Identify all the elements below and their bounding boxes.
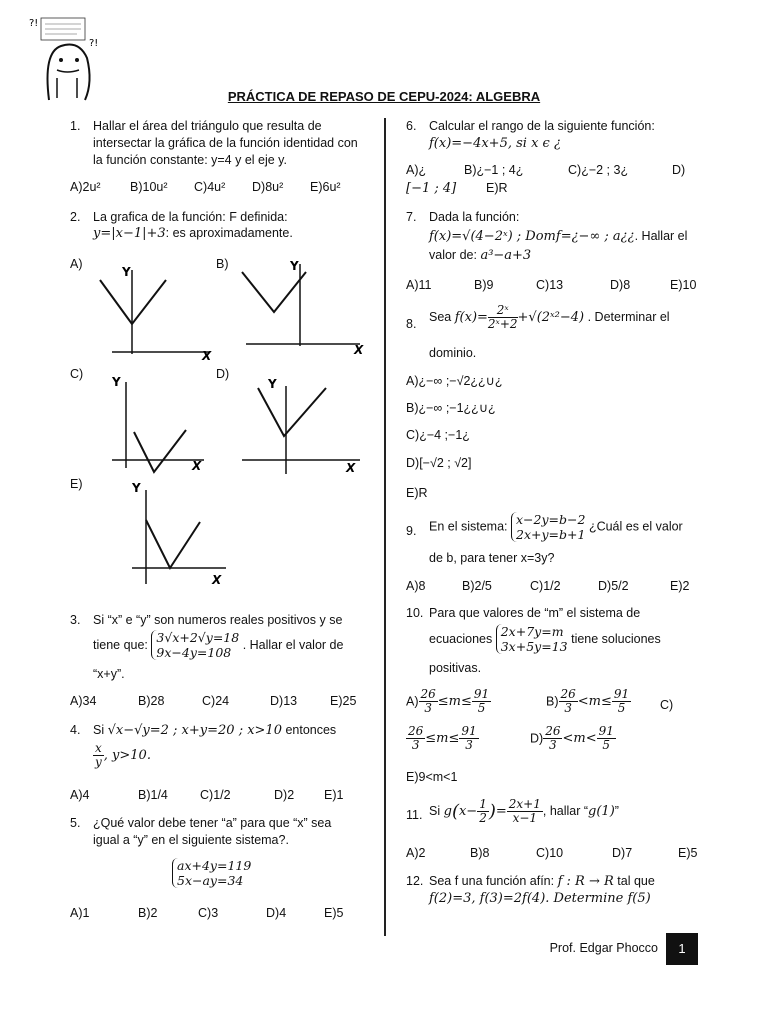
svg-text:X: X — [192, 459, 202, 473]
q2-formula-line — [93, 226, 293, 241]
q12-formula: f(2)=3, f(3)=2f(4). Determine f(5) — [429, 891, 651, 906]
numerator: 26 — [408, 724, 424, 738]
equation-system — [511, 512, 585, 542]
question-text: Sea f una función afín: — [429, 874, 555, 888]
question-text: Si — [429, 804, 441, 818]
option-b: B)2/5 — [462, 579, 492, 593]
option-d: D)13 — [270, 694, 298, 708]
fraction — [559, 688, 578, 715]
option-e: E)25 — [330, 694, 357, 708]
question-line — [429, 873, 655, 890]
inequality: ≤m≤ — [437, 694, 472, 709]
paren: ) — [488, 801, 496, 822]
graph-c — [108, 372, 218, 474]
option-e: E)1 — [324, 788, 344, 802]
inequality: <m≤ — [577, 694, 612, 709]
graph-d — [238, 372, 368, 478]
option-d-value: [−1 ; 4] — [406, 181, 457, 196]
q8-option-d: D)[−√2 ; √2] — [406, 456, 472, 470]
denominator: 2 — [479, 811, 487, 825]
equation-2: 9x−4y=108 — [156, 645, 232, 660]
option-label: B) — [546, 694, 559, 709]
graph-label-c: C) — [70, 367, 84, 381]
option-b: B)¿−1 ; 4¿ — [464, 163, 524, 177]
graph-label-b: B) — [216, 257, 229, 271]
page-title: PRÁCTICA DE REPASO DE CEPU-2024: ALGEBRA — [227, 89, 541, 104]
question-line — [429, 512, 683, 542]
column-divider — [384, 118, 386, 936]
question-line — [429, 304, 670, 331]
option-b: B)1/4 — [138, 788, 168, 802]
inequality: ≤m≤ — [425, 731, 460, 746]
question-number: 2. — [70, 210, 81, 224]
option-c: C)10 — [536, 846, 564, 860]
numerator: 91 — [598, 724, 614, 738]
question-text: La grafica de la función: F definida: — [93, 210, 288, 224]
option-d: D)5/2 — [598, 579, 629, 593]
question-text: Calcular el rango de la siguiente función: — [429, 119, 655, 133]
option-d: D) — [672, 163, 686, 177]
fraction — [93, 742, 104, 769]
question-line — [429, 798, 619, 825]
fraction — [459, 725, 478, 752]
option-e: E)5 — [678, 846, 698, 860]
svg-text:Y: Y — [290, 259, 299, 273]
q8-option-c: C)¿−4 ;−1¿ — [406, 428, 470, 442]
numerator: 91 — [461, 724, 477, 738]
option-label: D) — [530, 731, 544, 746]
question-text: tiene soluciones — [571, 632, 661, 646]
fraction — [477, 798, 489, 825]
q8-option-b: B)¿−∞ ;−1¿¿∪¿ — [406, 401, 496, 415]
graph-label-e: E) — [70, 477, 83, 491]
fraction — [419, 688, 438, 715]
option-b: B)10u² — [130, 180, 168, 194]
option-e: E)10 — [670, 278, 697, 292]
svg-text:Y: Y — [132, 481, 141, 495]
option-d: D)4 — [266, 906, 287, 920]
paren: ( — [451, 801, 459, 822]
option-d: D)8 — [610, 278, 631, 292]
fraction — [543, 725, 562, 752]
svg-text:?!: ?! — [29, 18, 39, 29]
question-number: 4. — [70, 723, 81, 737]
svg-text:Y: Y — [122, 265, 131, 279]
question-text: . Hallar el valor de — [242, 638, 344, 652]
denominator: 5 — [617, 701, 626, 715]
question-text: . Hallar el — [634, 229, 688, 243]
option-c: C)24 — [202, 694, 230, 708]
fraction — [612, 688, 631, 715]
equation-1: x−2y=b−2 — [516, 512, 586, 527]
question-text: Hallar el área del triángulo que resulta de intersectar la gráfica de la función identidad con la función constante: y=4 y el eje y. — [93, 119, 358, 167]
question-number: 12. — [406, 874, 424, 888]
graph-b — [238, 254, 368, 358]
question-number: 7. — [406, 210, 417, 224]
option-a: A)2 — [406, 846, 426, 860]
q10-option-e: E)9<m<1 — [406, 770, 458, 784]
question-number: 6. — [406, 119, 417, 133]
option-c: C)1/2 — [200, 788, 231, 802]
equation-system — [172, 858, 251, 888]
option-c: C)3 — [198, 906, 219, 920]
q10-option-b — [546, 688, 631, 715]
question-number: 10. — [406, 606, 424, 620]
question-line — [93, 722, 336, 739]
denominator: x−1 — [512, 811, 538, 825]
option-a: A)¿ — [406, 163, 427, 177]
question-text: ¿Qué valor debe tener “a” para que “x” sea igual a “y” en el siguiente sistema?. — [93, 816, 332, 847]
equation-1: ax+4y=119 — [177, 858, 252, 873]
fraction — [472, 688, 491, 715]
svg-text:X: X — [202, 349, 212, 362]
question-text: . Determinar el — [587, 310, 670, 324]
option-c: C)1/2 — [530, 579, 561, 593]
question-text: ¿Cuál es el valor — [588, 519, 683, 534]
question-text: tal que — [617, 874, 655, 888]
q3-text-tail: “x+y”. — [93, 667, 125, 681]
question-text: : es aproximadamente. — [165, 226, 293, 240]
numerator: x — [95, 741, 102, 755]
graph-label-a: A) — [70, 257, 83, 271]
denominator: 3 — [465, 738, 473, 752]
question-text: Para que valores de “m” el sistema de — [429, 606, 641, 620]
graph-a — [92, 262, 222, 362]
numerator: 1 — [479, 797, 487, 811]
numerator: 2ˣ — [488, 304, 518, 318]
q10-option-c-label: C) — [660, 698, 674, 712]
formula: g(1) — [588, 804, 615, 819]
svg-text:X: X — [346, 461, 356, 475]
question-text: tiene que: — [93, 638, 148, 652]
q3-system-line — [93, 630, 343, 660]
denominator: 3 — [564, 701, 572, 715]
question-text: En el sistema: — [429, 519, 508, 534]
svg-text:?!: ?! — [89, 38, 99, 49]
formula: a³−a+3 — [480, 248, 532, 263]
equation-system — [496, 624, 568, 654]
question-number: 3. — [70, 613, 81, 627]
inequality: <m< — [562, 731, 597, 746]
numerator: 26 — [420, 687, 436, 701]
question-text: valor de: — [429, 248, 477, 262]
q7-value-line — [429, 248, 531, 263]
option-a: A)11 — [406, 278, 432, 292]
formula: f : R → R — [557, 874, 614, 889]
denominator: 5 — [602, 738, 611, 752]
graph-label-d: D) — [216, 367, 230, 381]
q4-fraction-line — [93, 742, 151, 769]
q10-option-d — [530, 725, 616, 752]
numerator: 2x+1 — [508, 797, 541, 811]
formula: √x−√y=2 ; x+y=20 ; x>10 — [107, 723, 282, 738]
denominator: y — [95, 755, 102, 769]
q10-option-a — [406, 688, 491, 715]
denominator: 3 — [424, 701, 432, 715]
numerator: 91 — [613, 687, 630, 701]
question-text: entonces — [285, 723, 337, 737]
formula: f(x)=√(4−2ˣ) ; Domf=¿−∞ ; a¿¿ — [429, 229, 635, 244]
svg-text:Y: Y — [112, 375, 121, 389]
option-c: C)4u² — [194, 180, 226, 194]
fraction — [597, 725, 616, 752]
equation-2: 5x−ay=34 — [177, 873, 244, 888]
option-b: B)28 — [138, 694, 165, 708]
question-text: ecuaciones — [429, 632, 493, 646]
q8-option-a: A)¿−∞ ;−√2¿¿∪¿ — [406, 374, 503, 388]
option-a: A)4 — [70, 788, 90, 802]
formula: , y>10. — [103, 748, 151, 763]
question-number: 5. — [70, 816, 81, 830]
equation-1: 3√x+2√y=18 — [156, 630, 240, 645]
numerator: 26 — [545, 724, 561, 738]
question-text: Si “x” e “y” son numeros reales positivos y se — [93, 613, 343, 627]
option-a: A)2u² — [70, 180, 101, 194]
q8-option-e: E)R — [406, 486, 428, 500]
q8-text-tail: dominio. — [429, 346, 477, 360]
denominator: 2ˣ+2 — [487, 317, 518, 331]
svg-text:Y: Y — [268, 377, 277, 391]
question-number: 8. — [406, 317, 417, 331]
formula: +√(2ˣ²−4) — [517, 310, 585, 325]
option-e: E)2 — [670, 579, 690, 593]
option-d: D)2 — [274, 788, 295, 802]
equation-1: 2x+7y=m — [500, 624, 564, 639]
option-a: A)1 — [70, 906, 90, 920]
option-a: A)34 — [70, 694, 97, 708]
formula: g — [443, 804, 452, 819]
q6-formula: f(x)=−4x+5, si x ϵ ¿ — [429, 136, 561, 151]
option-a: A)8 — [406, 579, 426, 593]
question-8 — [406, 304, 736, 340]
fraction — [406, 725, 425, 752]
equals: = — [495, 804, 507, 819]
fraction — [488, 304, 518, 331]
var-x: x− — [458, 804, 478, 819]
denominator: 3 — [549, 738, 557, 752]
numerator: 91 — [473, 687, 490, 701]
question-text: Sea — [429, 310, 452, 324]
graph-e — [128, 480, 238, 590]
numerator: 26 — [560, 687, 576, 701]
q9-text-tail: de b, para tener x=3y? — [429, 551, 555, 565]
question-text: Si — [93, 723, 105, 737]
question-text: ” — [614, 804, 619, 818]
option-d: D)7 — [612, 846, 633, 860]
option-c: C)13 — [536, 278, 564, 292]
question-text: Dada la función: — [429, 210, 520, 224]
denominator: 3 — [411, 738, 420, 752]
q10-system-line — [429, 624, 661, 654]
question-number: 1. — [70, 119, 81, 133]
option-c: C)¿−2 ; 3¿ — [568, 163, 629, 177]
option-e: E)6u² — [310, 180, 341, 194]
denominator: 5 — [477, 701, 486, 715]
svg-text:X: X — [354, 343, 364, 357]
question-text: , hallar “ — [542, 804, 589, 818]
option-e: E)R — [486, 181, 508, 195]
equation-2: 2x+y=b+1 — [516, 527, 586, 542]
footer-author: Prof. Edgar Phocco — [549, 941, 658, 955]
q7-formula-line — [429, 229, 687, 244]
fraction — [507, 798, 543, 825]
option-b: B)8 — [470, 846, 490, 860]
question-number: 11. — [406, 808, 423, 822]
option-b: B)9 — [474, 278, 494, 292]
option-b: B)2 — [138, 906, 158, 920]
formula: y=|x−1|+3 — [93, 226, 166, 241]
option-e: E)5 — [324, 906, 344, 920]
option-label: A) — [406, 694, 419, 709]
question-number: 9. — [406, 524, 417, 538]
formula: f(x)= — [454, 310, 488, 325]
q5-system — [172, 858, 251, 888]
option-d: D)8u² — [252, 180, 284, 194]
equation-2: 3x+5y=13 — [500, 639, 568, 654]
q10-text-tail: positivas. — [429, 661, 482, 675]
q10-option-c — [406, 725, 479, 752]
page-number: 1 — [666, 933, 698, 965]
svg-text:X: X — [212, 573, 222, 587]
equation-system — [151, 630, 239, 660]
